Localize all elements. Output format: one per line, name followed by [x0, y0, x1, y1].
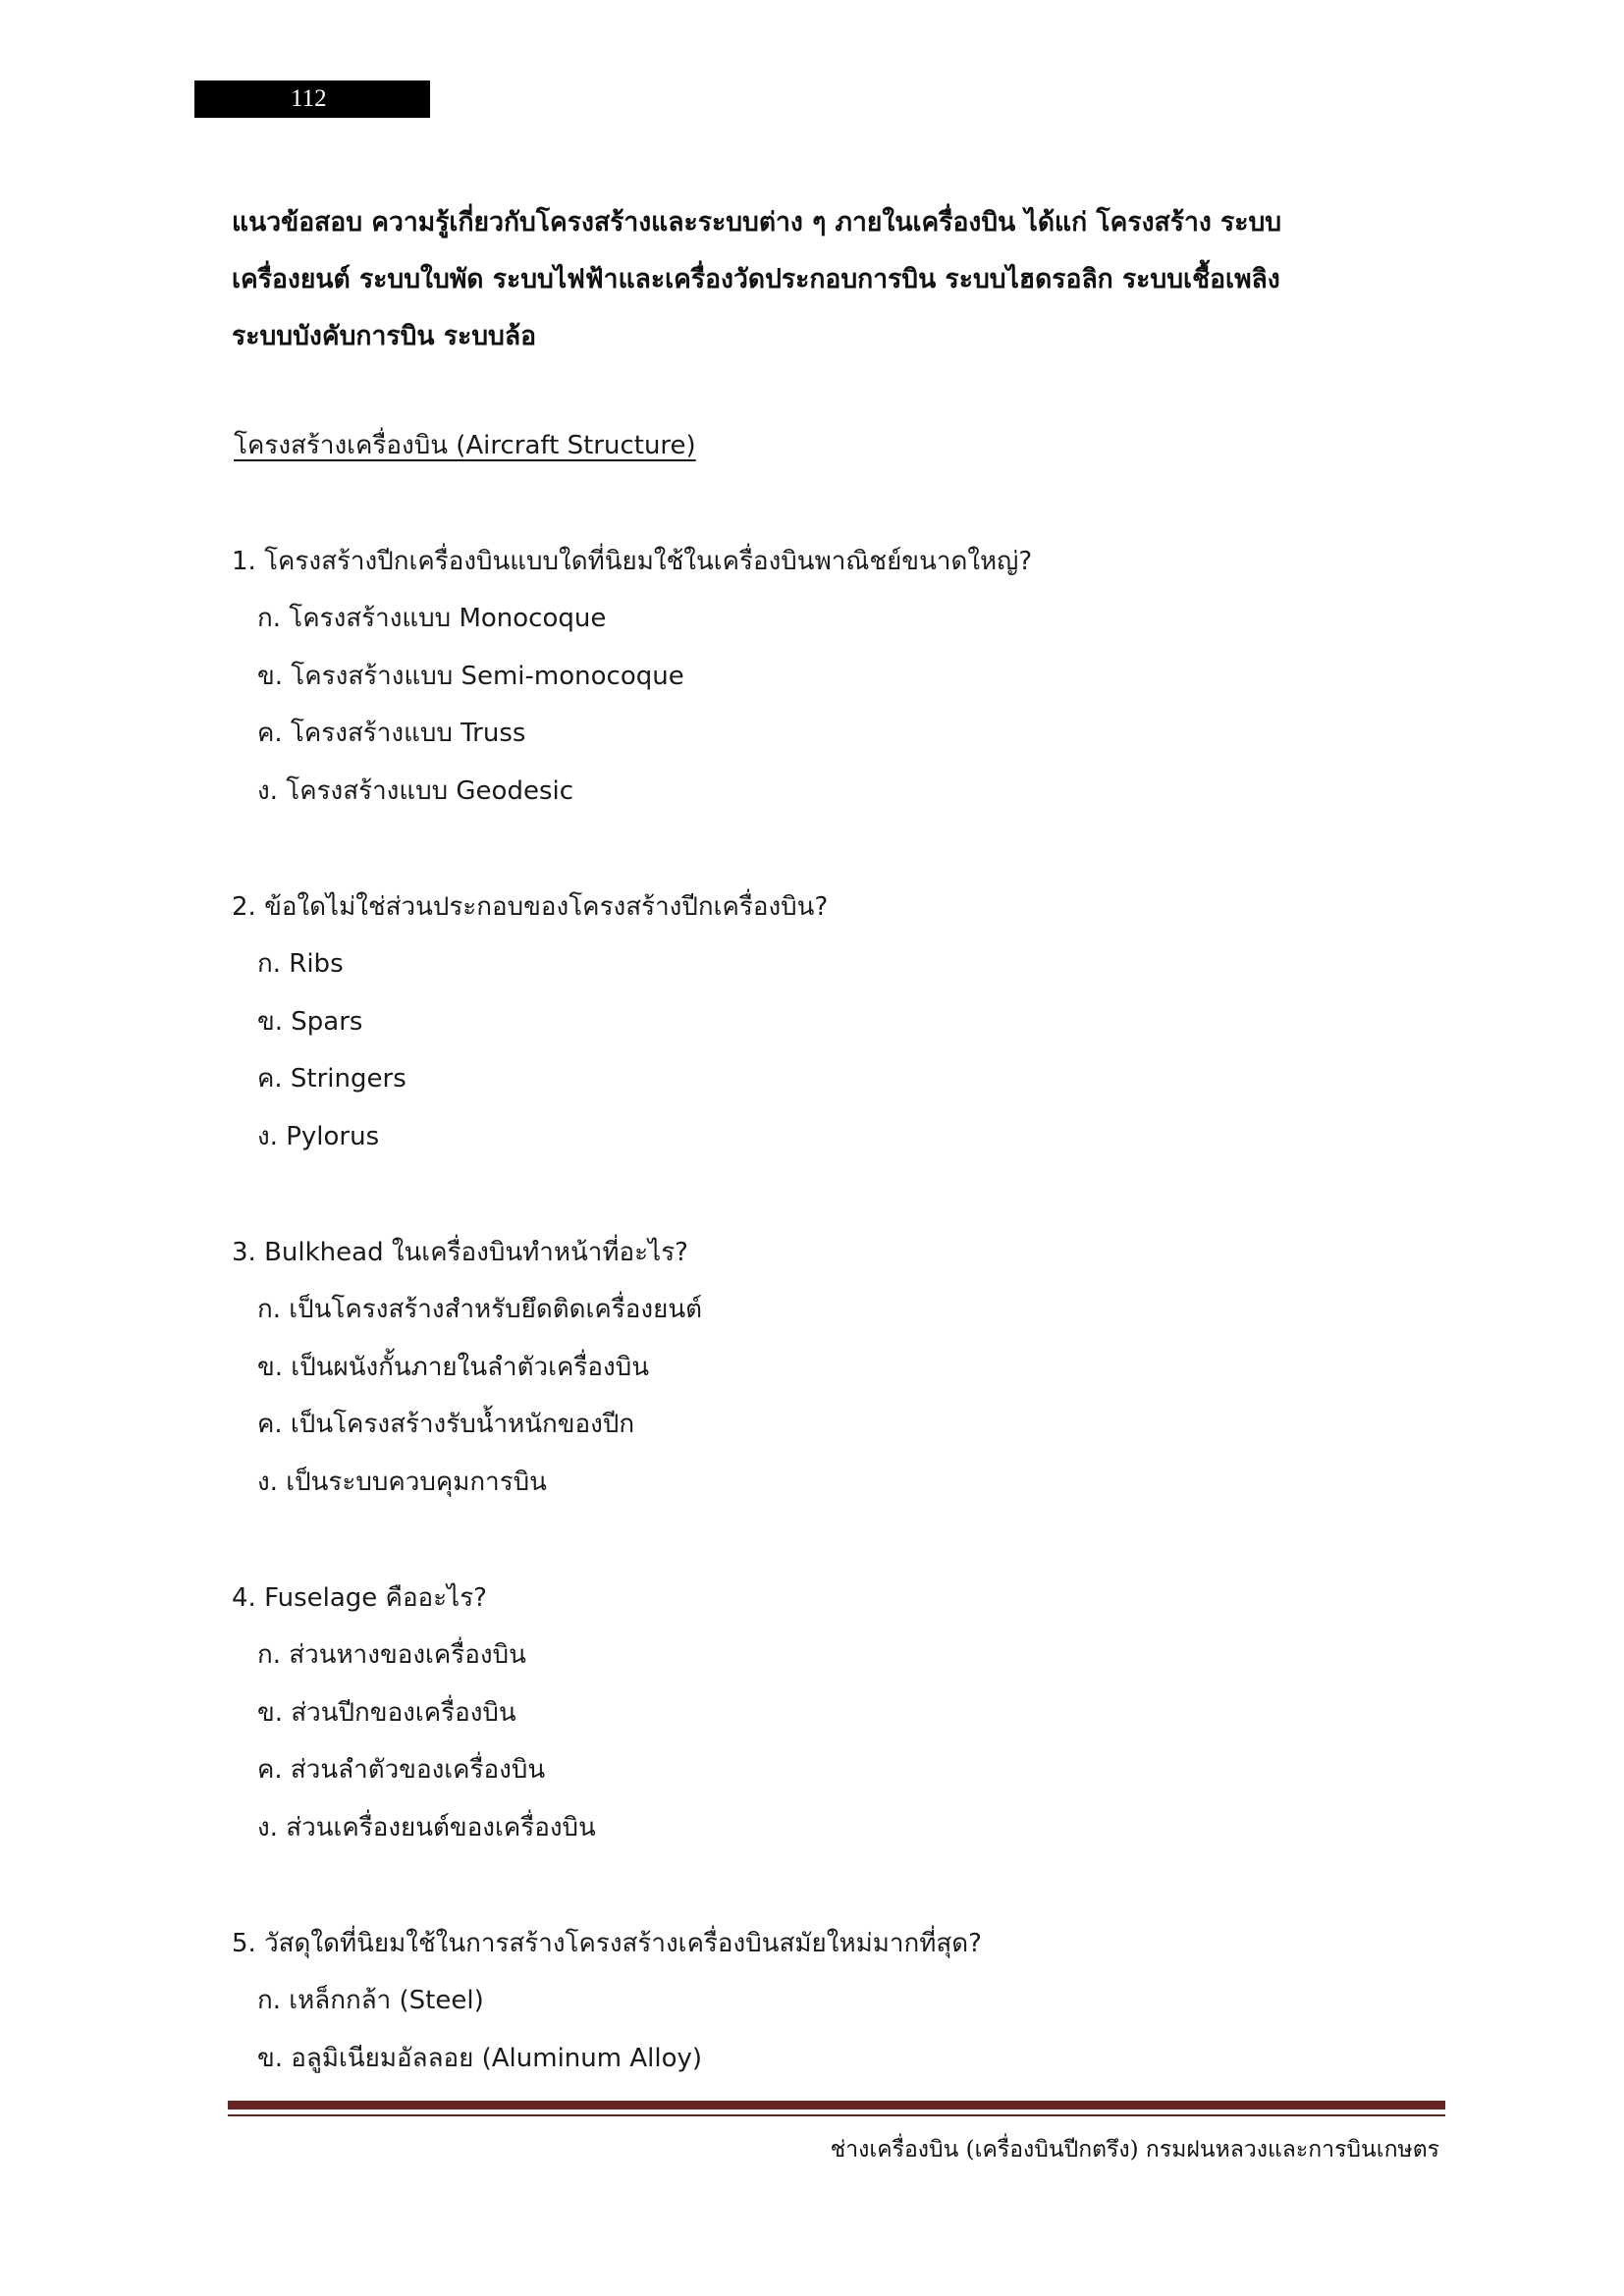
- option: ง. โครงสร้างแบบ Geodesic: [257, 776, 574, 807]
- option: ก. เป็นโครงสร้างสำหรับยึดติดเครื่องยนต์: [257, 1295, 702, 1324]
- option: ง. Pylorus: [257, 1122, 380, 1152]
- option: ข. เป็นผนังกั้นภายในลำตัวเครื่องบิน: [257, 1352, 649, 1382]
- intro-line: เครื่องยนต์ ระบบใบพัด ระบบไฟฟ้าและเครื่องวัดประกอบการบิน ระบบไฮดรอลิก ระบบเชื้อเพลิง: [232, 264, 1280, 294]
- question-text: 4. Fuselage คืออะไร?: [232, 1583, 487, 1613]
- page-number-bar: [194, 80, 430, 118]
- option: ก. โครงสร้างแบบ Monocoque: [257, 604, 607, 633]
- option: ข. อลูมิเนียมอัลลอย (Aluminum Alloy): [257, 2043, 703, 2073]
- option: ก. Ribs: [257, 949, 344, 979]
- footer-divider-thin: [228, 2114, 1445, 2116]
- option: ก. เหล็กกล้า (Steel): [257, 1986, 484, 2015]
- question-3: [232, 1233, 1410, 1521]
- option: ก. ส่วนหางของเครื่องบิน: [257, 1640, 526, 1670]
- question-4: [232, 1578, 1410, 1866]
- option: ข. โครงสร้างแบบ Semi-monocoque: [257, 661, 684, 691]
- question-text: 5. วัสดุใดที่นิยมใช้ในการสร้างโครงสร้างเครื่องบินสมัยใหม่มากที่สุด?: [232, 1929, 982, 1958]
- question-text: 1. โครงสร้างปีกเครื่องบินแบบใดที่นิยมใช้ในเครื่องบินพาณิชย์ขนาดใหญ่?: [232, 547, 1033, 576]
- intro-line: ระบบบังคับการบิน ระบบล้อ: [232, 321, 537, 351]
- option: ค. โครงสร้างแบบ Truss: [257, 719, 526, 749]
- intro-line: แนวข้อสอบ ความรู้เกี่ยวกับโครงสร้างและระบบต่าง ๆ ภายในเครื่องบิน ได้แก่ โครงสร้าง ระบบ: [232, 207, 1282, 238]
- option: ง. ส่วนเครื่องยนต์ของเครื่องบิน: [257, 1813, 596, 1843]
- question-text: 2. ข้อใดไม่ใช่ส่วนประกอบของโครงสร้างปีกเครื่องบิน?: [232, 892, 829, 922]
- option: ง. เป็นระบบควบคุมการบิน: [257, 1468, 547, 1498]
- question-text: 3. Bulkhead ในเครื่องบินทำหน้าที่อะไร?: [232, 1238, 688, 1267]
- question-1: [232, 542, 1410, 829]
- option: ข. ส่วนปีกของเครื่องบิน: [257, 1697, 516, 1728]
- question-5: [232, 1924, 1410, 2096]
- question-2: [232, 887, 1410, 1175]
- footer-divider: [228, 2101, 1445, 2109]
- page-number: 112: [291, 85, 327, 112]
- option: ข. Spars: [257, 1006, 363, 1037]
- option: ค. Stringers: [257, 1064, 406, 1095]
- footer-text: ช่างเครื่องบิน (เครื่องบินปีกตรึง) กรมฝนหลวงและการบินเกษตร: [830, 2137, 1439, 2163]
- option: ค. เป็นโครงสร้างรับน้ำหนักของปีก: [257, 1410, 635, 1440]
- intro-paragraph: [232, 194, 1420, 365]
- option: ค. ส่วนลำตัวของเครื่องบิน: [257, 1755, 546, 1786]
- section-title: โครงสร้างเครื่องบิน (Aircraft Structure): [234, 431, 696, 460]
